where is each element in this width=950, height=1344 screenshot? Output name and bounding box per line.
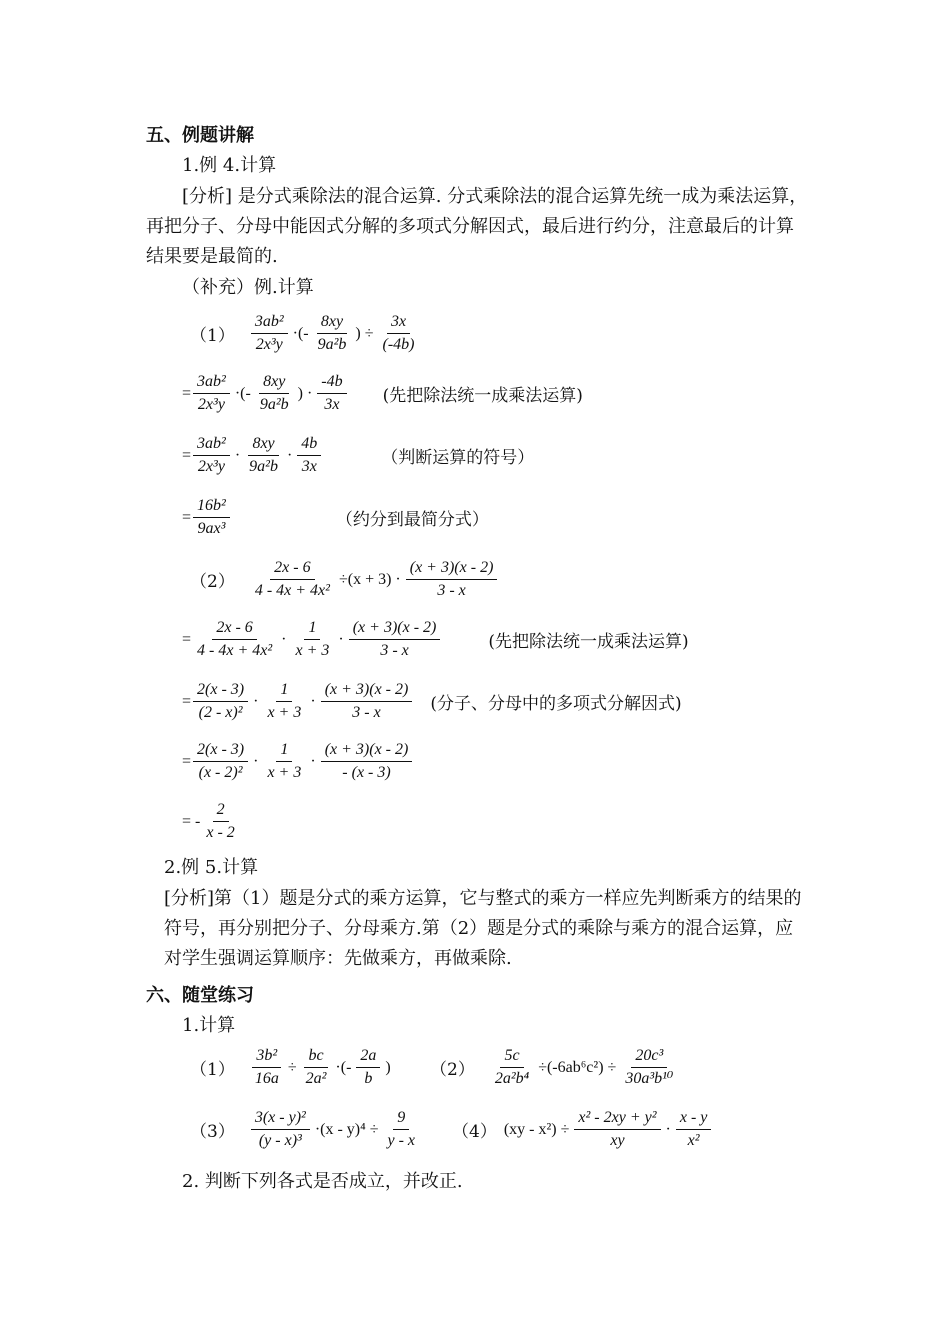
exercise-label: （3） [190, 1122, 235, 1142]
fraction [321, 680, 413, 723]
problem-1-step-2 [182, 434, 534, 477]
fraction [406, 558, 498, 601]
numerator: 2x - 6 [212, 618, 256, 640]
numerator: 16b² [193, 496, 230, 518]
fraction [356, 1046, 380, 1089]
numerator: (x + 3)(x - 2) [321, 680, 413, 702]
example-5-title: 2.例 5.计算 [164, 857, 259, 878]
fraction [314, 312, 351, 355]
step-note: (分子、分母中的多项式分解因式) [430, 694, 682, 714]
operator: ·(- [335, 1058, 352, 1076]
fraction [297, 434, 321, 477]
fraction [302, 1046, 331, 1089]
numerator: 3ab² [251, 312, 288, 334]
fraction [291, 618, 333, 661]
numerator: 2 [213, 800, 229, 822]
equals-sign: = [182, 692, 192, 710]
operator: ) · [297, 384, 313, 402]
denominator: 4 - 4x + 4x² [254, 582, 330, 599]
denominator: 30a³b¹⁰ [625, 1070, 674, 1087]
numerator: 3b² [252, 1046, 281, 1068]
exercise-label: （2） [430, 1060, 475, 1080]
operator: · [253, 692, 259, 710]
denominator: 3 - x [352, 704, 381, 721]
denominator: (x - 2)² [198, 764, 243, 781]
numerator: x - y [676, 1108, 712, 1130]
numerator: 4b [297, 434, 321, 456]
denominator: (y - x)³ [258, 1132, 302, 1149]
fraction [621, 1046, 677, 1089]
numerator: 8xy [317, 312, 347, 334]
operator: · [253, 752, 259, 770]
numerator: 3x [387, 312, 410, 334]
equals-sign: = [182, 752, 192, 770]
fraction [193, 618, 276, 661]
denominator: x + 3 [267, 764, 302, 781]
fraction [676, 1108, 712, 1151]
step-note: （约分到最简分式） [335, 510, 489, 530]
numerator: (x + 3)(x - 2) [349, 618, 441, 640]
problem-2-step-1 [182, 618, 689, 661]
denominator: 2a²b⁴ [494, 1070, 530, 1087]
numerator: -4b [317, 372, 346, 394]
example-5-analysis: [分析]第（1）题是分式的乘方运算，它与整式的乘方一样应先判断乘方的结果的符号，再分别把分子、分母乘方.第（2）题是分式的乘除与乘方的混合运算，应对学生强调运算顺序：先做乘方，再做乘除. [164, 888, 802, 969]
question-2-title: 2. 判断下列各式是否成立，并改正. [182, 1171, 463, 1192]
numerator: 8xy [248, 434, 278, 456]
numerator: 3ab² [193, 434, 230, 456]
operator: (xy - x²) ÷ [503, 1120, 570, 1138]
fraction [317, 372, 346, 415]
problem-1-step-3 [182, 496, 489, 539]
denominator: - (x - 3) [342, 764, 391, 781]
denominator: x + 3 [295, 642, 330, 659]
problem-label: （1） [190, 326, 235, 346]
equals-sign: = [182, 446, 192, 464]
operator: · [338, 630, 344, 648]
denominator: y - x [387, 1132, 416, 1149]
example-4-analysis: [分析] 是分式乘除法的混合运算. 分式乘除法的混合运算先统一成为乘法运算，再把分子、分母中能因式分解的多项式分解因式，最后进行约分，注意最后的计算结果要是最简的. [146, 186, 808, 267]
operator: ) ÷ [355, 324, 374, 342]
fraction [202, 800, 238, 843]
equals-sign: = - [182, 812, 201, 830]
numerator: 3(x - y)² [251, 1108, 310, 1130]
equals-sign: = [182, 630, 192, 648]
denominator: b [364, 1070, 373, 1087]
numerator: 9 [393, 1108, 409, 1130]
fraction [251, 1046, 283, 1089]
operator: · [281, 630, 287, 648]
fraction [193, 680, 248, 723]
denominator: x² [687, 1132, 700, 1149]
denominator: 2x³y [197, 458, 225, 475]
numerator: 20c³ [631, 1046, 667, 1068]
exercise-label: （4） [452, 1122, 497, 1142]
operator: · [310, 692, 316, 710]
operator: · [310, 752, 316, 770]
fraction [251, 558, 334, 601]
fraction [251, 1108, 310, 1151]
fraction [379, 312, 419, 355]
exercise-1 [190, 1046, 394, 1089]
fraction [491, 1046, 533, 1089]
problem-2-step-3 [182, 740, 414, 783]
operator: ) [385, 1058, 391, 1076]
denominator: x + 3 [267, 704, 302, 721]
exercise-4 [452, 1108, 713, 1151]
operator: ÷(-6ab⁶c²) ÷ [538, 1058, 617, 1076]
denominator: (2 - x)² [198, 704, 243, 721]
fraction [321, 740, 413, 783]
numerator: 2a [356, 1046, 380, 1068]
numerator: (x + 3)(x - 2) [406, 558, 498, 580]
numerator: 1 [276, 680, 292, 702]
step-note: （判断运算的符号） [381, 448, 535, 468]
fraction [193, 496, 230, 539]
denominator: 16a [254, 1070, 279, 1087]
fraction [349, 618, 441, 661]
operator: ·(- [292, 324, 309, 342]
operator: ·(- [234, 384, 251, 402]
denominator: 2x³y [255, 336, 283, 353]
denominator: 9ax³ [197, 520, 226, 537]
question-1-title: 1.计算 [182, 1015, 236, 1036]
fraction [263, 680, 305, 723]
exercise-3 [190, 1108, 421, 1151]
exercise-2 [430, 1046, 679, 1089]
problem-label: （2） [190, 572, 235, 592]
numerator: 2(x - 3) [193, 680, 248, 702]
numerator: 5c [500, 1046, 523, 1068]
fraction [574, 1108, 660, 1151]
equals-sign: = [182, 384, 192, 402]
denominator: 4 - 4x + 4x² [197, 642, 273, 659]
denominator: 3 - x [437, 582, 466, 599]
denominator: 2a² [305, 1070, 327, 1087]
operator: · [286, 446, 293, 464]
exercise-label: （1） [190, 1060, 235, 1080]
denominator: xy [610, 1132, 625, 1149]
numerator: 2(x - 3) [193, 740, 248, 762]
fraction [263, 740, 305, 783]
fraction [256, 372, 293, 415]
supplement-title: （补充）例.计算 [182, 277, 314, 298]
numerator: x² - 2xy + y² [574, 1108, 660, 1130]
numerator: 3ab² [193, 372, 230, 394]
numerator: 8xy [259, 372, 289, 394]
operator: · [234, 446, 241, 464]
denominator: 2x³y [197, 396, 225, 413]
numerator: bc [304, 1046, 327, 1068]
denominator: 3 - x [380, 642, 409, 659]
denominator: 9a²b [317, 336, 347, 353]
numerator: 1 [276, 740, 292, 762]
equals-sign: = [182, 508, 192, 526]
problem-1-step-1 [182, 372, 583, 415]
fraction [193, 434, 230, 477]
operator: ÷(x + 3) · [338, 570, 401, 588]
denominator: 3x [324, 396, 340, 413]
section-6-heading: 六、随堂练习 [146, 985, 254, 1006]
fraction [245, 434, 282, 477]
operator: ·(x - y)⁴ ÷ [314, 1120, 379, 1138]
fraction [383, 1108, 419, 1151]
numerator: (x + 3)(x - 2) [321, 740, 413, 762]
denominator: 9a²b [259, 396, 289, 413]
fraction [251, 312, 288, 355]
problem-1-expression [190, 312, 421, 355]
numerator: 1 [304, 618, 320, 640]
denominator: (-4b) [382, 336, 415, 353]
numerator: 2x - 6 [270, 558, 314, 580]
example-4-title: 1.例 4.计算 [182, 155, 277, 176]
section-5-heading: 五、例题讲解 [146, 125, 254, 146]
problem-2-step-2 [182, 680, 682, 723]
denominator: x - 2 [206, 824, 235, 841]
operator: · [665, 1120, 671, 1138]
denominator: 3x [301, 458, 317, 475]
step-note: (先把除法统一成乘法运算) [488, 632, 689, 652]
problem-2-step-4 [182, 800, 241, 843]
fraction [193, 372, 230, 415]
problem-2-expression [190, 558, 499, 601]
step-note: (先把除法统一成乘法运算) [382, 386, 583, 406]
operator: ÷ [287, 1058, 297, 1076]
denominator: 9a²b [249, 458, 278, 475]
fraction [193, 740, 248, 783]
